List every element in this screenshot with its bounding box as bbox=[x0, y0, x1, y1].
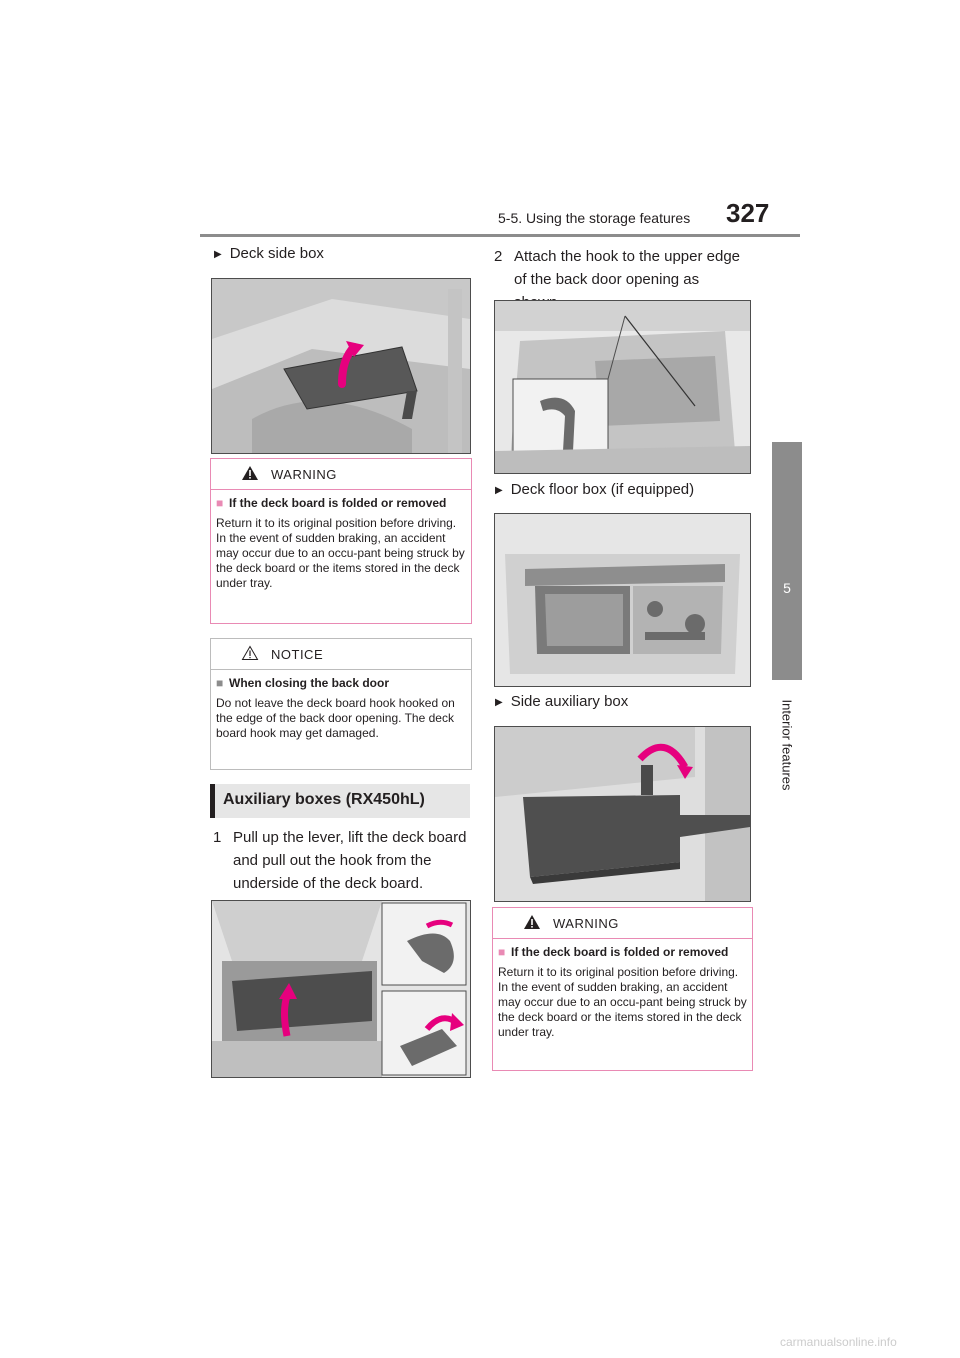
warning-subheading-left-text: If the deck board is folded or removed bbox=[229, 496, 447, 510]
square-icon: ■ bbox=[216, 676, 224, 690]
warning-triangle-outline-icon bbox=[241, 645, 259, 666]
image-side-aux-box bbox=[494, 726, 751, 902]
notice-title: NOTICE bbox=[271, 647, 324, 662]
chapter-label: Interior features bbox=[779, 699, 795, 791]
triangle-right-icon: ▶ bbox=[214, 249, 222, 260]
triangle-right-icon: ▶ bbox=[495, 485, 503, 496]
step-1 bbox=[213, 826, 468, 896]
warning-box-right bbox=[492, 907, 753, 1071]
footer-watermark: carmanualsonline.info bbox=[780, 1335, 897, 1349]
warning-title-right: WARNING bbox=[553, 916, 619, 931]
warning-box-left bbox=[210, 458, 472, 624]
chapter-label-wrap bbox=[773, 690, 801, 800]
notice-subheading-text: When closing the back door bbox=[229, 676, 390, 690]
step-1-text: Pull up the lever, lift the deck board and pull out the hook from the underside of the deck board. bbox=[233, 829, 467, 892]
step-2-number: 2 bbox=[494, 248, 503, 265]
warning-body-left: Return it to its original position before driving. In the event of sudden braking, an accident may occur due to an occu-pant being struck by the deck board or the items stored in the deck under tray. bbox=[216, 516, 465, 590]
step-2-text: Attach the hook to the upper edge of the back door opening as bbox=[514, 248, 741, 288]
square-icon: ■ bbox=[498, 945, 506, 959]
image-attach-hook bbox=[494, 300, 751, 474]
bullet-deck-floor-box bbox=[495, 481, 694, 498]
notice-body: Do not leave the deck board hook hooked on the edge of the back door opening. The deck board hook may get damaged. bbox=[216, 696, 455, 740]
header-divider bbox=[200, 234, 800, 237]
image-deck-floor-box bbox=[494, 513, 751, 687]
warning-body-right: Return it to its original position before driving. In the event of sudden braking, an accident may occur due to an occu-pant being struck by the deck board or the items stored in the deck under tray. bbox=[498, 965, 747, 1039]
bullet-deck-side-box bbox=[214, 245, 324, 262]
page-number: 327 bbox=[726, 198, 770, 228]
warning-subheading-left bbox=[216, 496, 466, 511]
section-heading bbox=[210, 784, 470, 818]
image-pull-hook bbox=[211, 900, 471, 1078]
square-icon: ■ bbox=[216, 496, 224, 510]
warning-triangle-filled-icon bbox=[241, 465, 259, 486]
notice-box-header bbox=[211, 639, 471, 670]
triangle-right-icon: ▶ bbox=[495, 697, 503, 708]
notice-subheading bbox=[216, 676, 466, 691]
bullet-deck-side-box-label: Deck side box bbox=[229, 245, 324, 262]
warning-box-right-header bbox=[493, 908, 752, 939]
warning-subheading-right-text: If the deck board is folded or removed bbox=[511, 945, 729, 959]
bullet-side-aux-box-label: Side auxiliary box bbox=[510, 693, 629, 710]
header-section-title: 5-5. Using the storage features bbox=[498, 210, 691, 226]
step-2 bbox=[494, 245, 752, 291]
bullet-deck-floor-box-label: Deck floor box (if equipped) bbox=[510, 481, 695, 498]
warning-box-left-header bbox=[211, 459, 471, 490]
step-1-number: 1 bbox=[213, 829, 222, 846]
section-heading-text: Auxiliary boxes (RX450hL) bbox=[223, 791, 425, 808]
image-deck-side-box bbox=[211, 278, 471, 454]
bullet-side-aux-box bbox=[495, 693, 628, 710]
notice-box bbox=[210, 638, 472, 770]
warning-subheading-right bbox=[498, 945, 747, 960]
warning-title-left: WARNING bbox=[271, 467, 337, 482]
chapter-number: 5 bbox=[783, 580, 791, 596]
warning-triangle-filled-icon bbox=[523, 914, 541, 935]
chapter-tab bbox=[772, 442, 802, 680]
